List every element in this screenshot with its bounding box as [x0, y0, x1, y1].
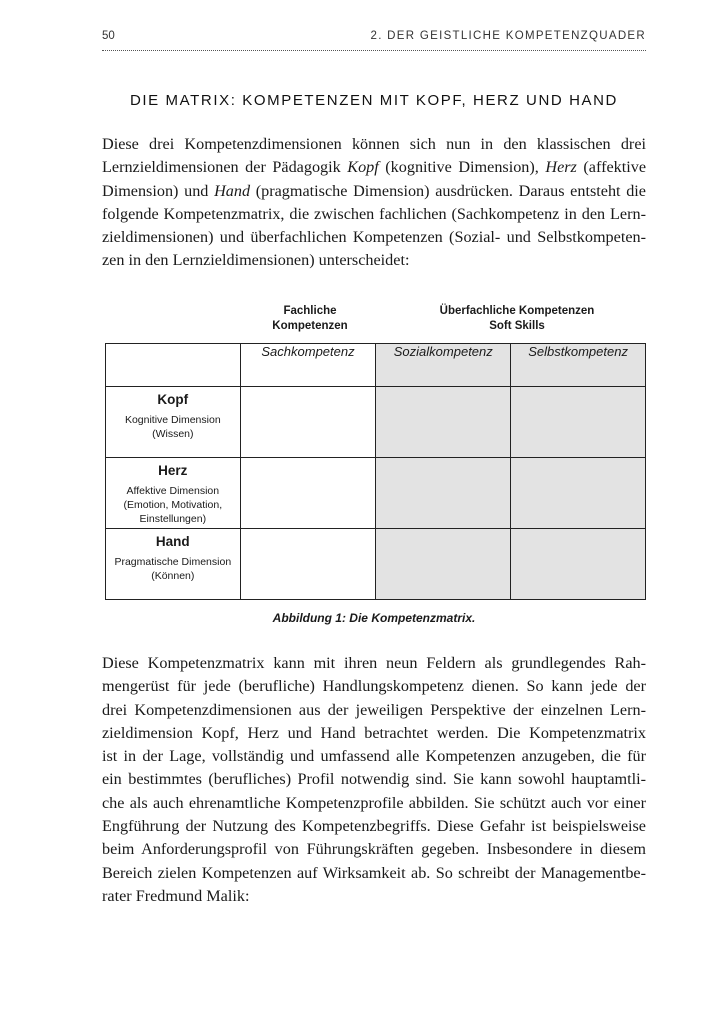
text-run: (pragmatische Dimension) ausdrücken. Daraus entsteht die [250, 181, 646, 200]
column-header-sozialkompetenz: Sozialkompetenz [376, 344, 511, 387]
row-header-kopf [106, 387, 241, 458]
text-line: che als auch ehrenamtliche Kompetenzprofile abbilden. Sie schützt auch vor einer [102, 793, 646, 812]
text-run: (affektive [576, 158, 647, 177]
row-subtitle-line: Einstellungen) [139, 513, 207, 525]
text-line: folgende Kompetenzmatrix, die zwischen fachlichen (Sachkompetenz in den Lern- [102, 204, 646, 223]
text-line: zieldimensionen) und überfachlichen Kompetenzen (Sozial- und Selbstkompeten- [102, 228, 646, 247]
row-subtitle-line: (Emotion, Motivation, [123, 499, 223, 511]
column-header-sachkompetenz: Sachkompetenz [240, 344, 376, 387]
text-line: ein bestimmtes (berufliches) Profil notwendig sind. Sie kann sowohl hauptamtli- [102, 770, 646, 789]
text-line [102, 180, 646, 203]
text-line: beim Anforderungsprofil von Führungskräften gegeben. Insbesondere in diesem [102, 840, 646, 859]
matrix-header-row [106, 344, 646, 387]
text-line [102, 156, 646, 179]
row-title: Kopf [157, 392, 189, 407]
italic-term-herz: Herz [545, 158, 577, 177]
text-line: Diese drei Kompetenzdimensionen können sich nun in den klassischen drei [102, 135, 646, 153]
text-run: (kognitive Dimension), [378, 158, 546, 177]
header-dotted-rule [102, 50, 646, 51]
text-line: Engführung der Nutzung des Kompetenzbegriffs. Diese Gefahr ist beispielsweise [102, 817, 646, 836]
text-line: Diese Kompetenzmatrix kann mit ihren neun Feldern als grundlegendes Rah- [102, 654, 646, 672]
group-header-ueberfachlich [396, 304, 638, 334]
body-paragraph [102, 652, 646, 908]
matrix-row-hand [106, 529, 646, 600]
row-subtitle-line: Pragmatische Dimension [114, 556, 232, 568]
group-header-fachlich [245, 304, 375, 334]
row-subtitle [106, 555, 240, 583]
matrix-cell [240, 529, 376, 600]
matrix-cell [376, 387, 511, 458]
section-heading: DIE MATRIX: KOMPETENZEN MIT KOPF, HERZ UND HAND [129, 92, 618, 109]
row-title: Herz [158, 463, 188, 478]
page-number: 50 [102, 30, 115, 42]
group-header-line: Überfachliche Kompetenzen [439, 305, 595, 317]
text-line: drei Kompetenzdimensionen aus der jeweiligen Perspektive der einzelnen Lern- [102, 700, 646, 719]
matrix-cell [511, 458, 646, 529]
group-header-line: Kompetenzen [272, 320, 348, 332]
matrix-row-kopf [106, 387, 646, 458]
running-title: 2. DER GEISTLICHE KOMPETENZQUADER [370, 30, 646, 42]
text-line: zen in den Lernzieldimensionen) unterscheidet: [102, 251, 410, 270]
matrix-cell [511, 529, 646, 600]
matrix-cell [240, 387, 376, 458]
running-header [102, 30, 646, 50]
figure-caption: Abbildung 1: Die Kompetenzmatrix. [272, 611, 476, 625]
column-header-selbstkompetenz: Selbstkompetenz [511, 344, 646, 387]
intro-paragraph [102, 133, 646, 273]
matrix-row-herz [106, 458, 646, 529]
row-subtitle-line: (Wissen) [152, 428, 194, 440]
text-line: Bereich zielen Kompetenzen auf Wirksamkeit ab. So schreibt der Managementbe- [102, 863, 646, 882]
text-run: Lernzieldimensionen der Pädagogik [102, 158, 348, 177]
row-title: Hand [155, 534, 190, 549]
row-header-hand [106, 529, 241, 600]
italic-term-kopf: Kopf [347, 158, 379, 177]
matrix-corner-cell [106, 344, 241, 387]
row-subtitle-line: Affektive Dimension [126, 485, 220, 497]
text-run: Dimension) und [102, 181, 215, 200]
text-line: ist in der Lage, vollständig und umfassend alle Kompetenzen anzugeben, die für [102, 747, 646, 766]
matrix-cell [376, 529, 511, 600]
row-header-herz [106, 458, 241, 529]
row-subtitle-line: Kognitive Dimension [124, 414, 221, 426]
matrix-cell [240, 458, 376, 529]
row-subtitle [106, 413, 240, 441]
group-header-line: Soft Skills [489, 320, 545, 332]
group-header-line: Fachliche [283, 305, 337, 317]
text-line: mengerüst für jede (berufliche) Handlungskompetenz dienen. So kann jede der [102, 677, 646, 696]
row-subtitle-line: (Können) [151, 570, 195, 582]
text-line: rater Fredmund Malik: [102, 886, 250, 905]
italic-term-hand: Hand [214, 181, 251, 200]
matrix-cell [511, 387, 646, 458]
row-subtitle [106, 484, 240, 526]
text-line: zieldimension Kopf, Herz und Hand betrachtet werden. Die Kompetenzmatrix [102, 723, 646, 742]
matrix-cell [376, 458, 511, 529]
competence-matrix [105, 343, 646, 600]
